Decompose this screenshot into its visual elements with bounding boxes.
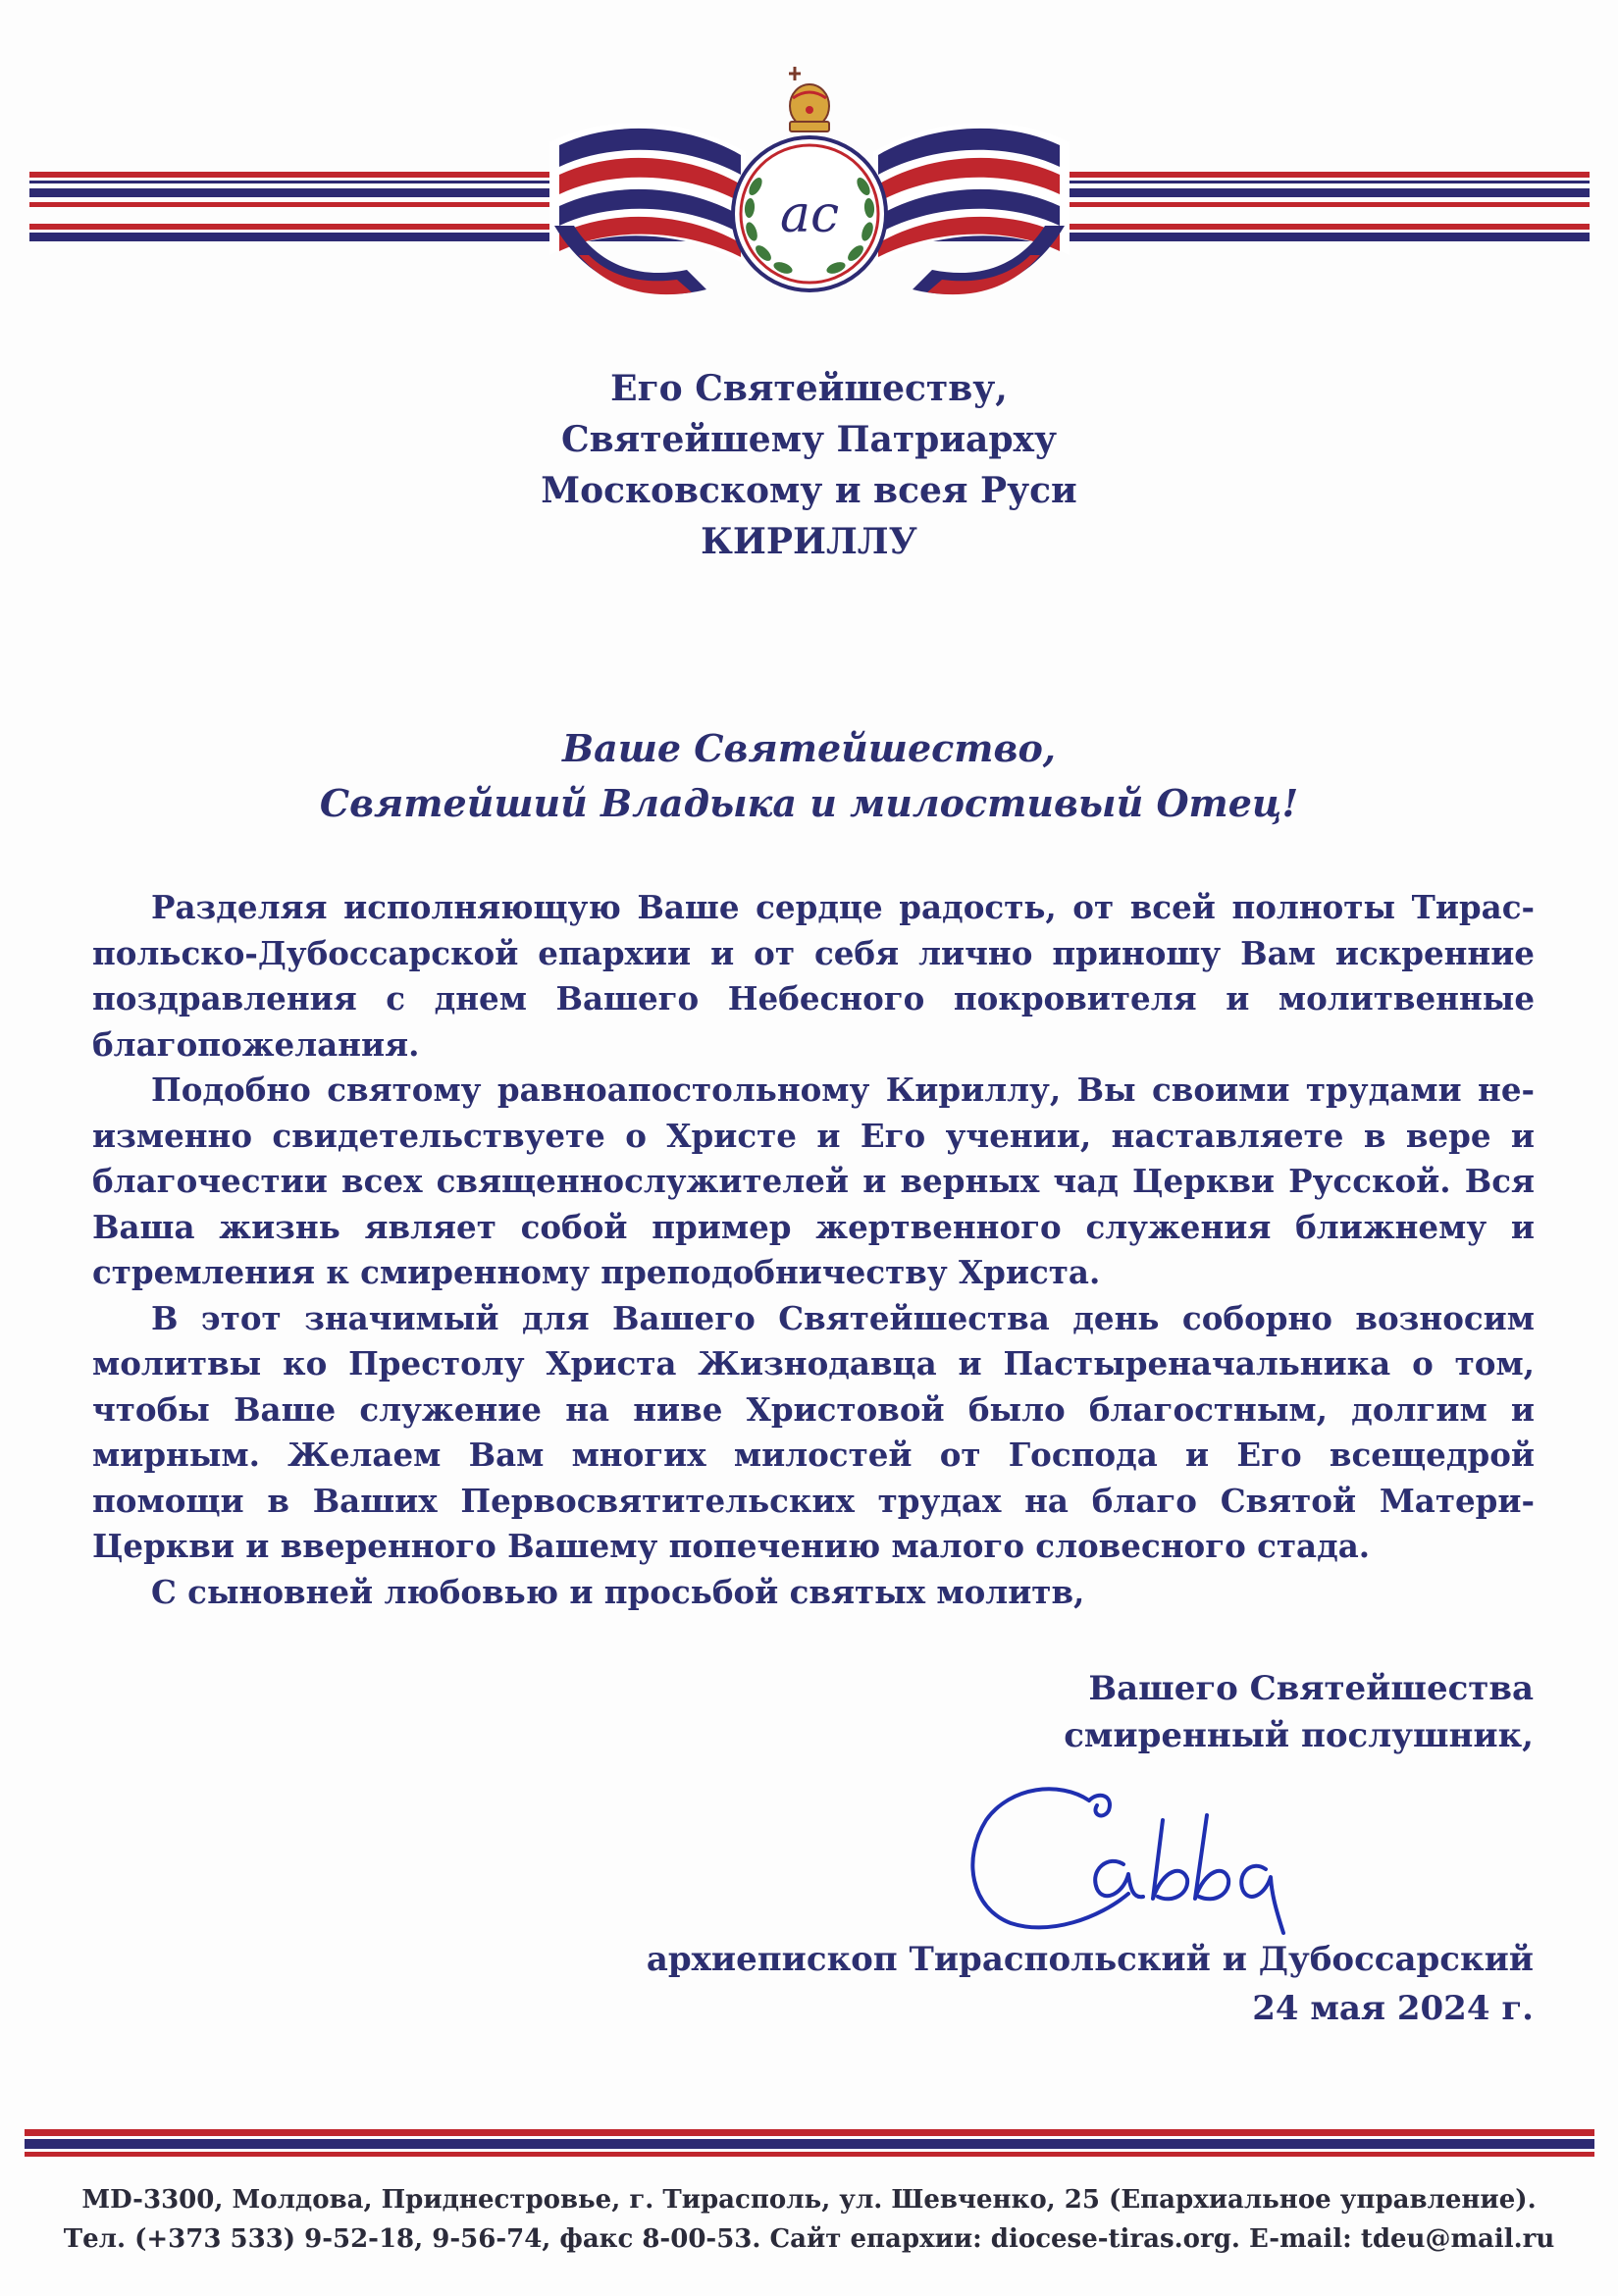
footer-stripes: [0, 2129, 1618, 2159]
body-paragraph-3: В этот значимый для Вашего Святейшества день соборно возносим молитвы ко Престолу Христа Жизнодавца и Пастыреначальника о том, чтобы Ваше служение на ниве Христовой было благостным, долгим и мирным. Желаем Вам многих милостей от Господа и Его всещедрой помощи в Ваших Первосвятительских трудах на благо Святой Матери-Церкви и вверенного Вашему попечению малого словесного стада.: [92, 1298, 1535, 1565]
addressee-block: [0, 363, 1618, 567]
addressee-line-3: Московскому и всея Руси: [541, 470, 1077, 511]
wreath-medallion: [733, 137, 886, 290]
closing-line-2: смиренный послушник,: [1064, 1716, 1534, 1755]
closing-block: [1064, 1665, 1534, 1759]
salutation-line-1: Ваше Святейшество,: [561, 726, 1057, 770]
handwritten-signature: [942, 1761, 1315, 1957]
footer-contacts-line: Тел. (+373 533) 9-52-18, 9-56-74, факс 8-00-53. Сайт епархии: diocese-tiras.org. E-mail: tdeu@mail.ru: [63, 2224, 1555, 2254]
ribbon-right: [873, 123, 1070, 294]
addressee-line-2: Святейшему Патриарху: [560, 419, 1058, 460]
body-paragraph-1: Разделяя исполняющую Ваше сердце радость, от всей полноты Тираспольско-Дубоссарской епархии и от себя лично приношу Вам искренние поздравления с днем Вашего Небесного покровителя и молитвенные благопожелания.: [92, 888, 1535, 1064]
salutation-block: [0, 721, 1618, 831]
signer-block: [647, 1935, 1534, 2033]
addressee-line-1: Его Святейшеству,: [610, 368, 1008, 409]
signer-title: архиепископ Тираспольский и Дубоссарский: [646, 1940, 1534, 1979]
monogram-text: ас: [779, 185, 840, 244]
crown-icon: [789, 67, 829, 131]
letter-date: 24 мая 2024 г.: [1252, 1989, 1534, 2028]
footer-contacts: [0, 2180, 1618, 2259]
closing-line-1: Вашего Святейшества: [1088, 1669, 1534, 1708]
salutation-line-2: Святейший Владыка и милостивый Отец!: [319, 781, 1299, 825]
body-paragraph-4: С сыновней любовью и просьбой святых молитв,: [151, 1572, 1085, 1611]
footer-address: MD-3300, Молдова, Приднестровье, г. Тирасполь, ул. Шевченко, 25 (Епархиальное управление).: [81, 2185, 1537, 2215]
letter-body: [92, 885, 1535, 1615]
addressee-line-4: КИРИЛЛУ: [701, 521, 917, 562]
letterhead-emblem: [0, 59, 1618, 314]
ribbon-left: [549, 123, 746, 294]
body-paragraph-2: Подобно святому равноапостольному Кириллу, Вы своими трудами неизменно свидетельствуете о Христе и Его учении, наставляете в вере и благочестии всех священнослужителей и верных чад Церкви Русской. Вся Ваша жизнь являет собой пример жертвенного служения ближнему и стремления к смиренному преподобничеству Христа.: [92, 1070, 1535, 1291]
